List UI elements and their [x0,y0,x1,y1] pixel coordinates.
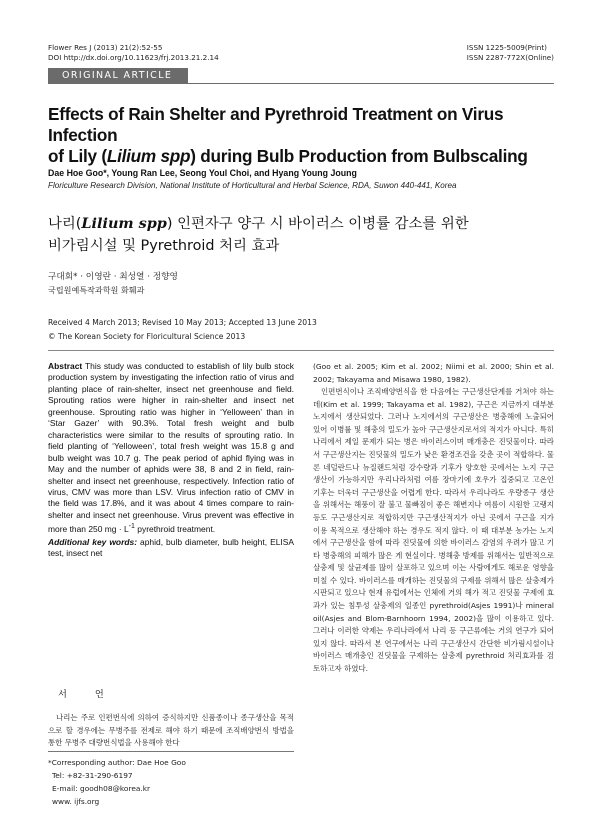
right-paragraph-body: 인편번식이나 조직배양번식을 한 다음에는 구근생산단계를 거쳐야 하는데(Kim et al. 1999; Takayama et al. 1982), 구근은 지금까지 대부분 노지에서 생산되었다. 그러나 노지에서의 구근생산은 병충해에 노출되어 있어 이병률 및 해충의 밀도가 높아 구근생산지로서의 적지가 아니다. 특히 나리에서 제일 문제가 되는 병은 바이러스이며 매개충은 진딧물이다. 따라서 구근생산지는 진딧물의 밀도가 낮은 환경조건을 갖춘 곳이 적합하다. 물론 네덜란드나 뉴질랜드처럼 강수량과 기후가 양호한 곳에서는 노지 구근생산이 가능하지만 우리나라처럼 여름 장마기에 호우가 집중되고 고온인 기후는 더욱더 구근생산을 어렵게 한다. 따라서 우리나라도 우량종구 생산을 위해서는 해풍이 잘 불고 물빠짐이 좋은 해변지나 여름이 시원한 고랭지 등도 구근생산지로 적합하지만 구근생산적지가 아닌 곳에서 구근을 지가 이용 목적으로 생산해야 하는 경우도 적지 않다. 이 때 대부분 농가는 노지에서 구근생산을 함에 따라 진딧물에 의한 바이러스 감염의 우려가 많고 기타 병충해의 피해가 많은 게 현실이다. 병해충 방제를 위해서는 일반적으로 살충제 및 살균제를 많이 살포하고 있으며 이는 사람에게도 해로운 영향을 미칠 수 있다. 바이러스를 매개하는 진딧물의 구제를 위해서 많은 살충제가 시판되고 있으나 현재 유럽에서는 인체에 거의 해가 적고 진딧물 구제에 효과가 있는 침투성 살충제의 일종인 pyrethroid(Asjes 1991)나 mineral oil(Asjes and Blom-Barnhoorn 1994, 2002)을 많이 이용하고 있다. 그러나 이러한 약제는 우리나라에서 나리 등 구근류에는 거의 연구가 되어있지 않다. 따라서 본 연구에서는 나리 구근생산시 간단한 비가림시설이나 바이러스 매개충인 진딧물을 구제하는 살충제 pyrethroid 처리효과를 검토하고자 하였다. [313,387,554,673]
title-line-2-post: ) during Bulb Production from Bulbscaling [190,146,528,166]
intro-heading-second: 언 [94,689,122,700]
author-affiliation: Floriculture Research Division, National Institute of Horticultural and Herbal Science, RDA, Suwon 440-441, Korea [48,181,457,190]
author-list: Dae Hoe Goo*, Young Ran Lee, Seong Youl Choi, and Hyang Young Joung [48,168,357,178]
website[interactable]: www. ijfs.org [52,797,100,806]
abstract-block [48,361,294,560]
title-line-1: Effects of Rain Shelter and Pyrethroid Treatment on Virus Infection [48,104,504,145]
abstract-text: This study was conducted to establish of lily bulb stock production system by investigating the infection ratio of virus and planting place of rain-shelter, insect net greenhouse and field. Sprouting ratios were higher in rain-shelter and insect net greenhouse. Sprouting ratio was higher in ‘Yelloween’ than in ‘Star Gazer’ with 90.3%. Total fresh weight and bulb characteristics were similar to the results of sprouting ratio. In field planting of ‘Yelloween’, total fresh weight was 15.8 g and bulb weight was 10.7 g. The peak period of aphid flying was in May and the number of aphids were 38, 8 and 2 in field, rain-shelter and insect net greenhouse, respectively. Infection ratio of virus, CMV was more than LSV. Virus infection ratio of CMV in the field was 17.8%, and it was about 4 times compare to rain-shelter and insect net greenhouse. Virus prevent was effective in more than 250 mg · L [48,361,294,535]
article-title [48,104,558,167]
issn-block [467,43,554,63]
intro-heading [48,686,294,700]
intro-heading-first: 서 [58,689,85,700]
corresponding-author: *Corresponding author: Dae Hoe Goo [48,758,186,767]
korean-title-pre: 나리( [48,216,82,232]
header-rule [188,83,554,84]
keywords-text: aphid, bulb diameter, bulb height, ELISA test, insect net [48,536,295,559]
copyright-notice: © The Korean Society for Floricultural Science 2013 [48,332,246,341]
abstract-label: Abstract [48,361,83,371]
article-type-badge: ORIGINAL ARTICLE [48,68,188,84]
korean-title-post: ) 인편자구 양구 시 바이러스 이병률 감소를 위한 [166,216,469,232]
korean-author-list: 구대회* · 이영란 · 최성열 · 정향영 [48,272,178,282]
korean-title [48,213,558,257]
title-line-2 [48,146,558,167]
abstract-unit-exponent: -1 [128,523,135,531]
title-line-2-pre: of Lily ( [48,146,107,166]
tel: Tel: +82-31-290-6197 [52,771,133,780]
keywords [48,537,294,560]
korean-affiliation: 국립원예특작과학원 화훼과 [48,285,145,295]
received-dates: Received 4 March 2013; Revised 10 May 2013; Accepted 13 June 2013 [48,318,317,327]
journal-header [48,43,219,63]
issn-online: ISSN 2287-772X(Online) [466,53,554,62]
korean-title-line-1 [48,213,558,235]
email[interactable]: E-mail: goodh08@korea.kr [52,784,151,793]
abstract-text-end: pyrethroid treatment. [134,524,216,535]
corresponding-footnote [48,751,294,808]
korean-title-italic: Lilium spp [81,215,167,232]
korean-title-line-2: 비가림시설 및 Pyrethroid 처리 효과 [48,238,280,254]
doi-link[interactable]: DOI http://dx.doi.org/10.11623/frj.2013.21.2.14 [48,53,219,62]
keywords-label: Additional key words: [48,536,138,547]
abstract-divider [48,350,554,351]
abstract-body [48,361,294,536]
issn-print: ISSN 1225-5009(Print) [466,43,547,52]
journal-citation: Flower Res J (2013) 21(2):52-55 [48,43,163,52]
intro-paragraph [48,712,294,748]
title-line-2-italic: Lilium spp [106,146,191,166]
right-column [313,361,554,675]
right-paragraph-citations: (Goo et al. 2005; Kim et al. 2002; Niimi et al. 2000; Shin et al. 2002; Takayama and Misawa 1980, 1982). [313,362,554,384]
intro-text: 나리는 주로 인편번식에 의하여 증식하지만 신품종이나 종구생산을 목적으로 할 경우에는 무병주를 전제로 해야 하기 때문에 조직배양번식 방법을 통한 무병주 대량번식법을 사용해야 한다 [48,713,294,748]
